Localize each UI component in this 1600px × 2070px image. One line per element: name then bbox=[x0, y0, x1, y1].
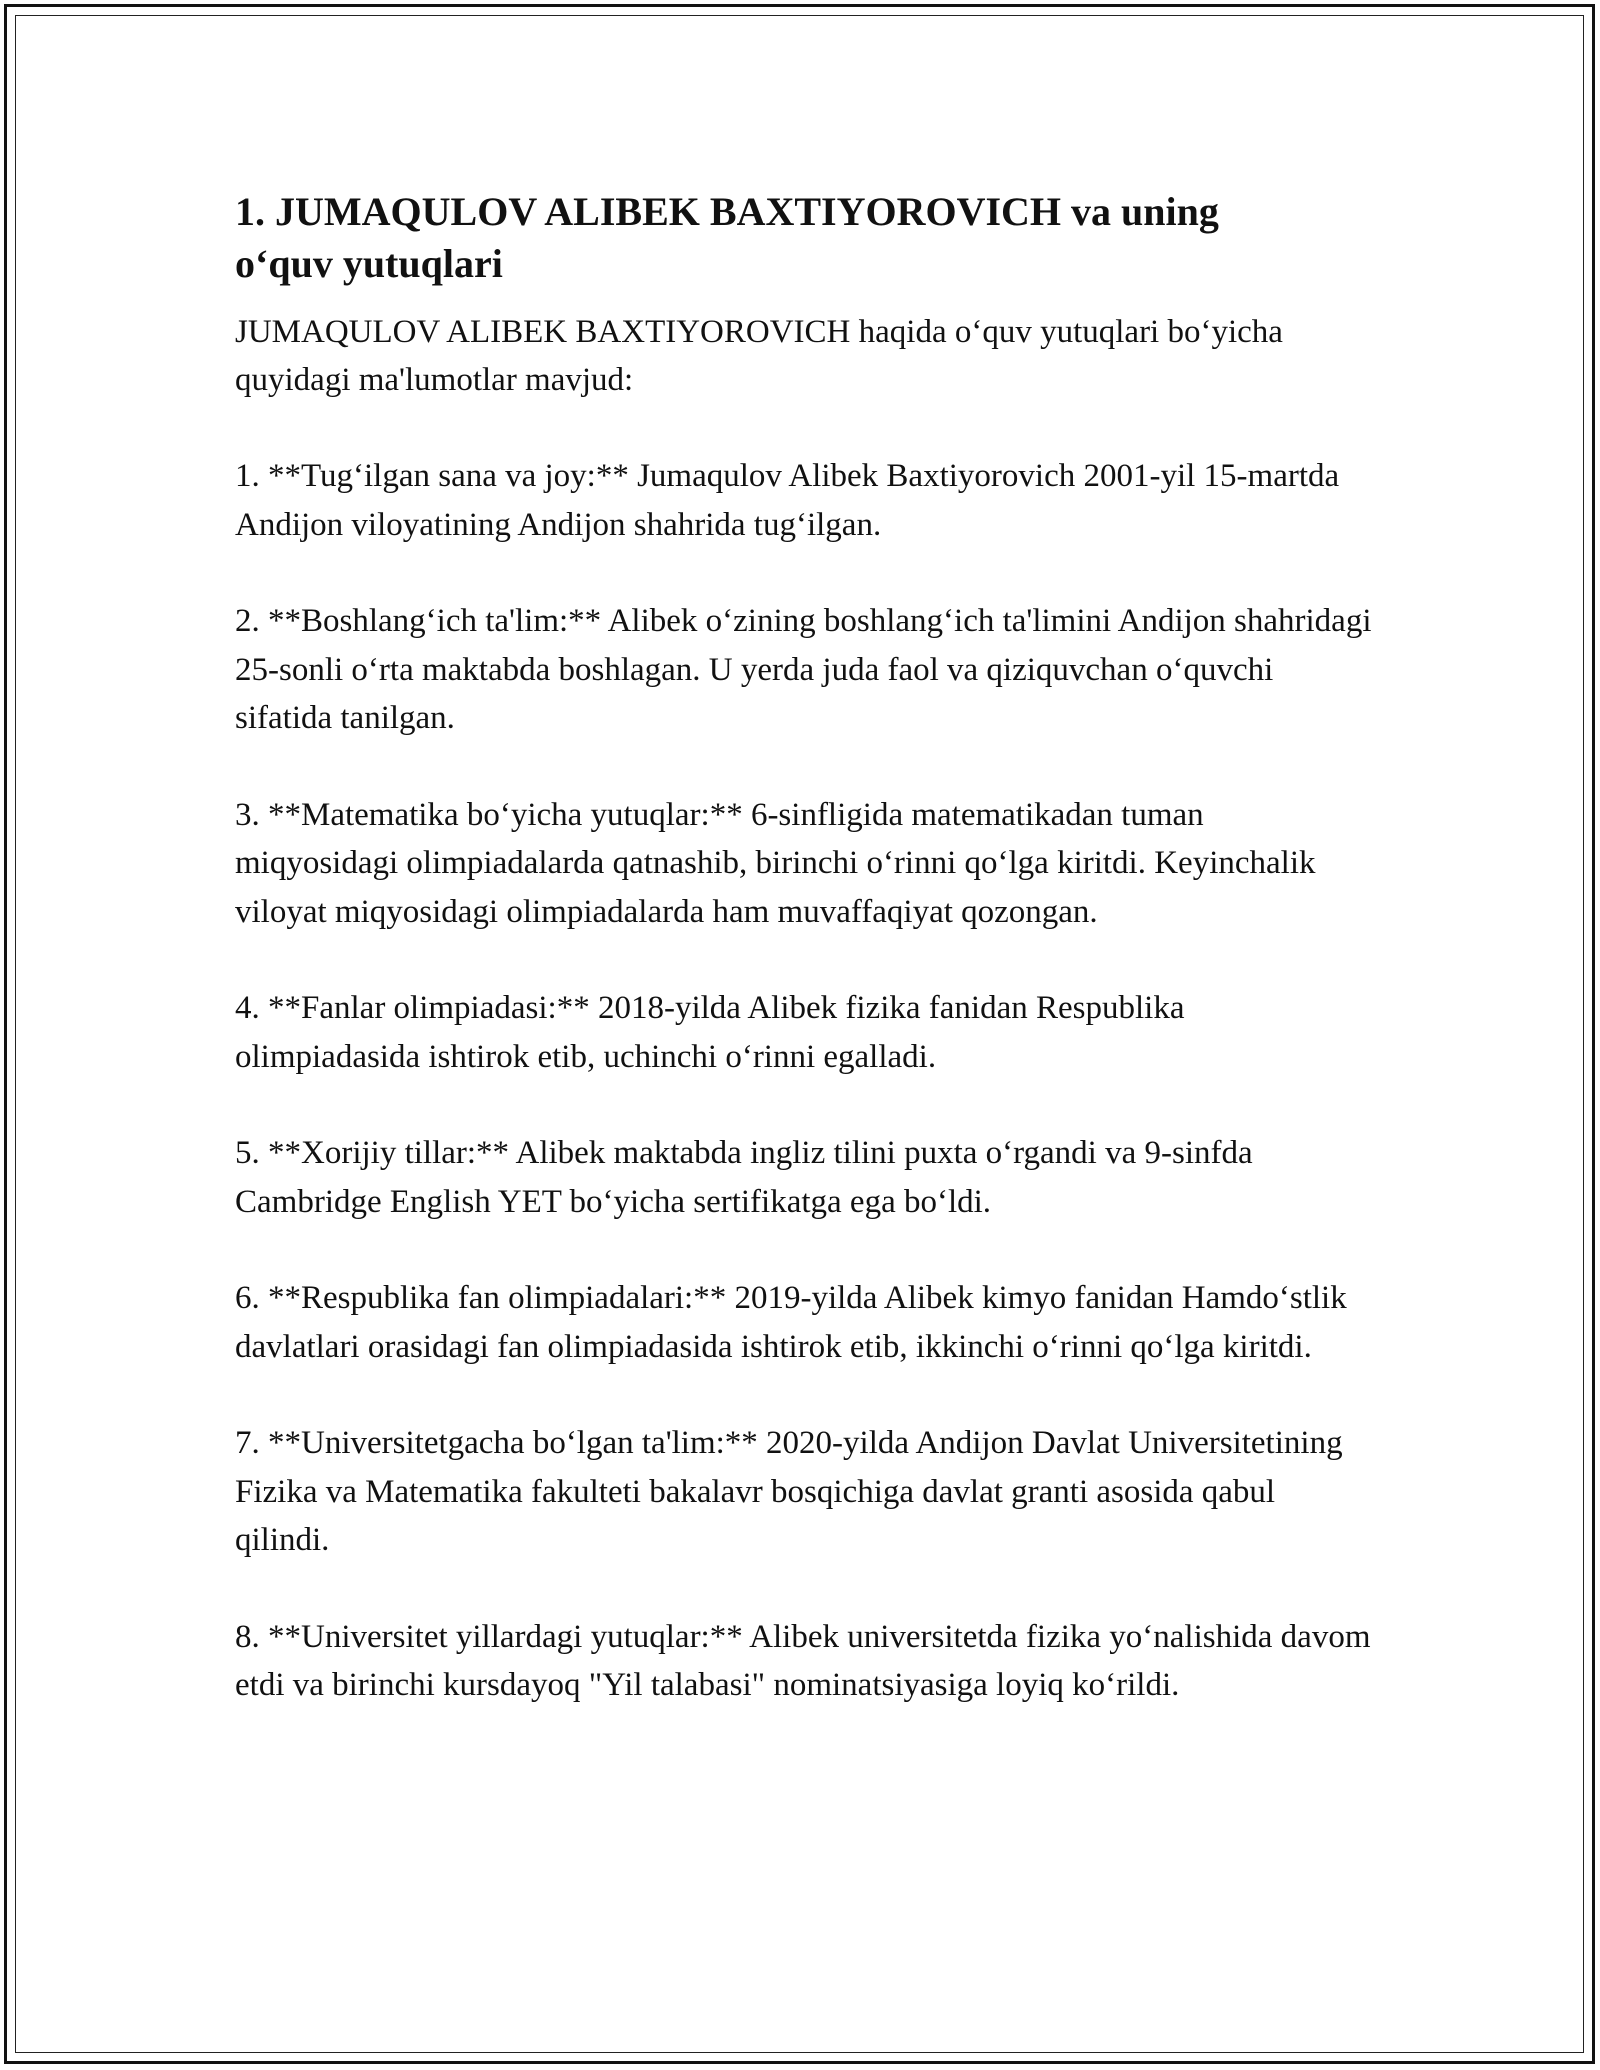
list-item-science-olympiad: 4. **Fanlar olimpiadasi:** 2018-yilda Alibek fizika fanidan Respublika olimpiadasida ishtirok etib, uchinchi o‘rinni egalladi. bbox=[235, 990, 1185, 1075]
list-item-university-achievements: 8. **Universitet yillardagi yutuqlar:** Alibek universitetda fizika yo‘nalishida davom etdi va birinchi kursdayoq "Yil talabasi" nominatsiyasiga loyiq ko‘rildi. bbox=[235, 1618, 1371, 1703]
list-item-primary-education: 2. **Boshlang‘ich ta'lim:** Alibek o‘zining boshlang‘ich ta'limini Andijon shahridagi 25-sonli o‘rta maktabda boshlagan. U yerda juda faol va qiziquvchan o‘quvchi sifatida tanilgan. bbox=[235, 603, 1372, 736]
list-item-republic-olympiads: 6. **Respublika fan olimpiadalari:** 2019-yilda Alibek kimyo fanidan Hamdo‘stlik davlatlari orasidagi fan olimpiadasida ishtirok etib, ikkinchi o‘rinni qo‘lga kiritdi. bbox=[235, 1280, 1347, 1365]
list-item-math-achievements: 3. **Matematika bo‘yicha yutuqlar:** 6-sinfligida matematikadan tuman miqyosidagi olimpiadalarda qatnashib, birinchi o‘rinni qo‘lga kiritdi. Keyinchalik viloyat miqyosidagi olimpiadalarda ham muvaffaqiyat qozongan. bbox=[235, 796, 1316, 930]
list-item-birth: 1. **Tug‘ilgan sana va joy:** Jumaqulov Alibek Baxtiyorovich 2001-yil 15-martda Andijon viloyatining Andijon shahrida tug‘ilgan. bbox=[235, 458, 1340, 543]
document-body bbox=[235, 186, 1375, 1710]
intro-paragraph: JUMAQULOV ALIBEK BAXTIYOROVICH haqida o‘quv yutuqlari bo‘yicha quyidagi ma'lumotlar mavjud: bbox=[235, 314, 1283, 398]
list-item-foreign-languages: 5. **Xorijiy tillar:** Alibek maktabda ingliz tilini puxta o‘rgandi va 9-sinfda Cambridge English YET bo‘yicha sertifikatga ega bo‘ldi. bbox=[235, 1135, 1253, 1220]
document-title: 1. JUMAQULOV ALIBEK BAXTIYOROVICH va uning o‘quv yutuqlari bbox=[235, 189, 1219, 286]
list-item-pre-university: 7. **Universitetgacha bo‘lgan ta'lim:** 2020-yilda Andijon Davlat Universitetining Fizika va Matematika fakulteti bakalavr bosqichiga davlat granti asosida qabul qilindi. bbox=[235, 1425, 1343, 1558]
